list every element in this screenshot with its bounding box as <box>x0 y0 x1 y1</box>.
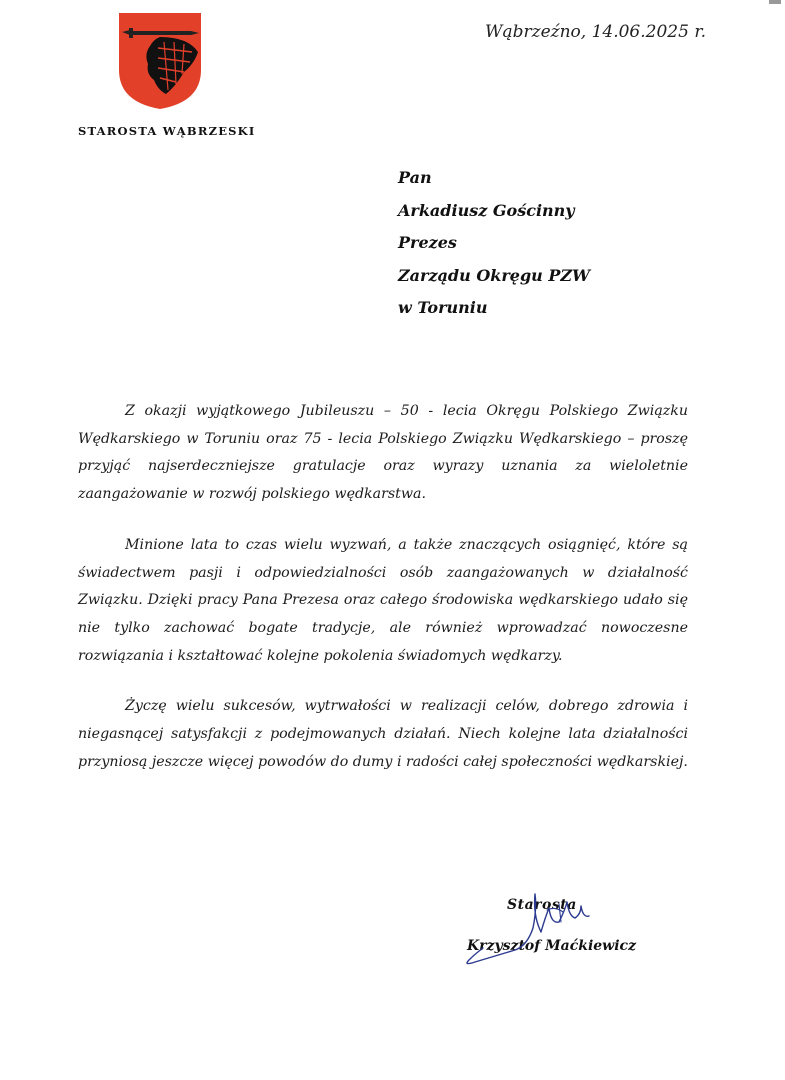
signature-title: Starosta <box>507 897 577 913</box>
body-paragraph-2: Minione lata to czas wielu wyzwań, a także znaczących osiągnięć, które są świadectwem pasji i odpowiedzialności osób zaangażowanych w działalność Związku. Dzięki pracy Pana Prezesa oraz całego środowiska wędkarskiego udało się nie tylko zachować bogate tradycje, ale również wprowadzać nowoczesne rozwiązania i kształtować kolejne pokolenia świadomych wędkarzy. <box>78 536 688 664</box>
issuer-title: STAROSTA WĄBRZESKI <box>78 124 256 138</box>
date-line: Wąbrzeźno, 14.06.2025 r. <box>485 22 706 42</box>
scan-corner-mark <box>769 0 781 4</box>
addressee-salutation: Pan <box>398 168 432 187</box>
signature-block <box>455 888 655 978</box>
addressee-block <box>398 166 590 329</box>
body-paragraph-3: Życzę wielu sukcesów, wytrwałości w realizacji celów, dobrego zdrowia i niegasnącej satysfakcji z podejmowanych działań. Niech kolejne lata działalności przyniosą jeszcze więcej powodów do dumy i radości całej społeczności wędkarskiej. <box>78 698 688 770</box>
body-paragraph-1: Z okazji wyjątkowego Jubileuszu – 50 - lecia Okręgu Polskiego Związku Wędkarskiego w Toruniu oraz 75 - lecia Polskiego Związku Wędkarskiego – proszę przyjąć najserdeczniejsze gratulacje oraz wyrazy uznania za wieloletnie zaangażowanie w rozwój polskiego wędkarstwa. <box>78 403 688 503</box>
addressee-organization: Zarządu Okręgu PZW <box>398 265 591 285</box>
addressee-position: Prezes <box>398 233 457 252</box>
signature-name: Krzysztof Maćkiewicz <box>467 938 637 954</box>
coat-of-arms-icon <box>118 12 202 110</box>
addressee-name: Arkadiusz Gościnny <box>398 200 575 220</box>
addressee-city: w Toruniu <box>398 298 488 317</box>
handwritten-signature-icon <box>455 888 655 978</box>
letter-body <box>78 398 688 776</box>
